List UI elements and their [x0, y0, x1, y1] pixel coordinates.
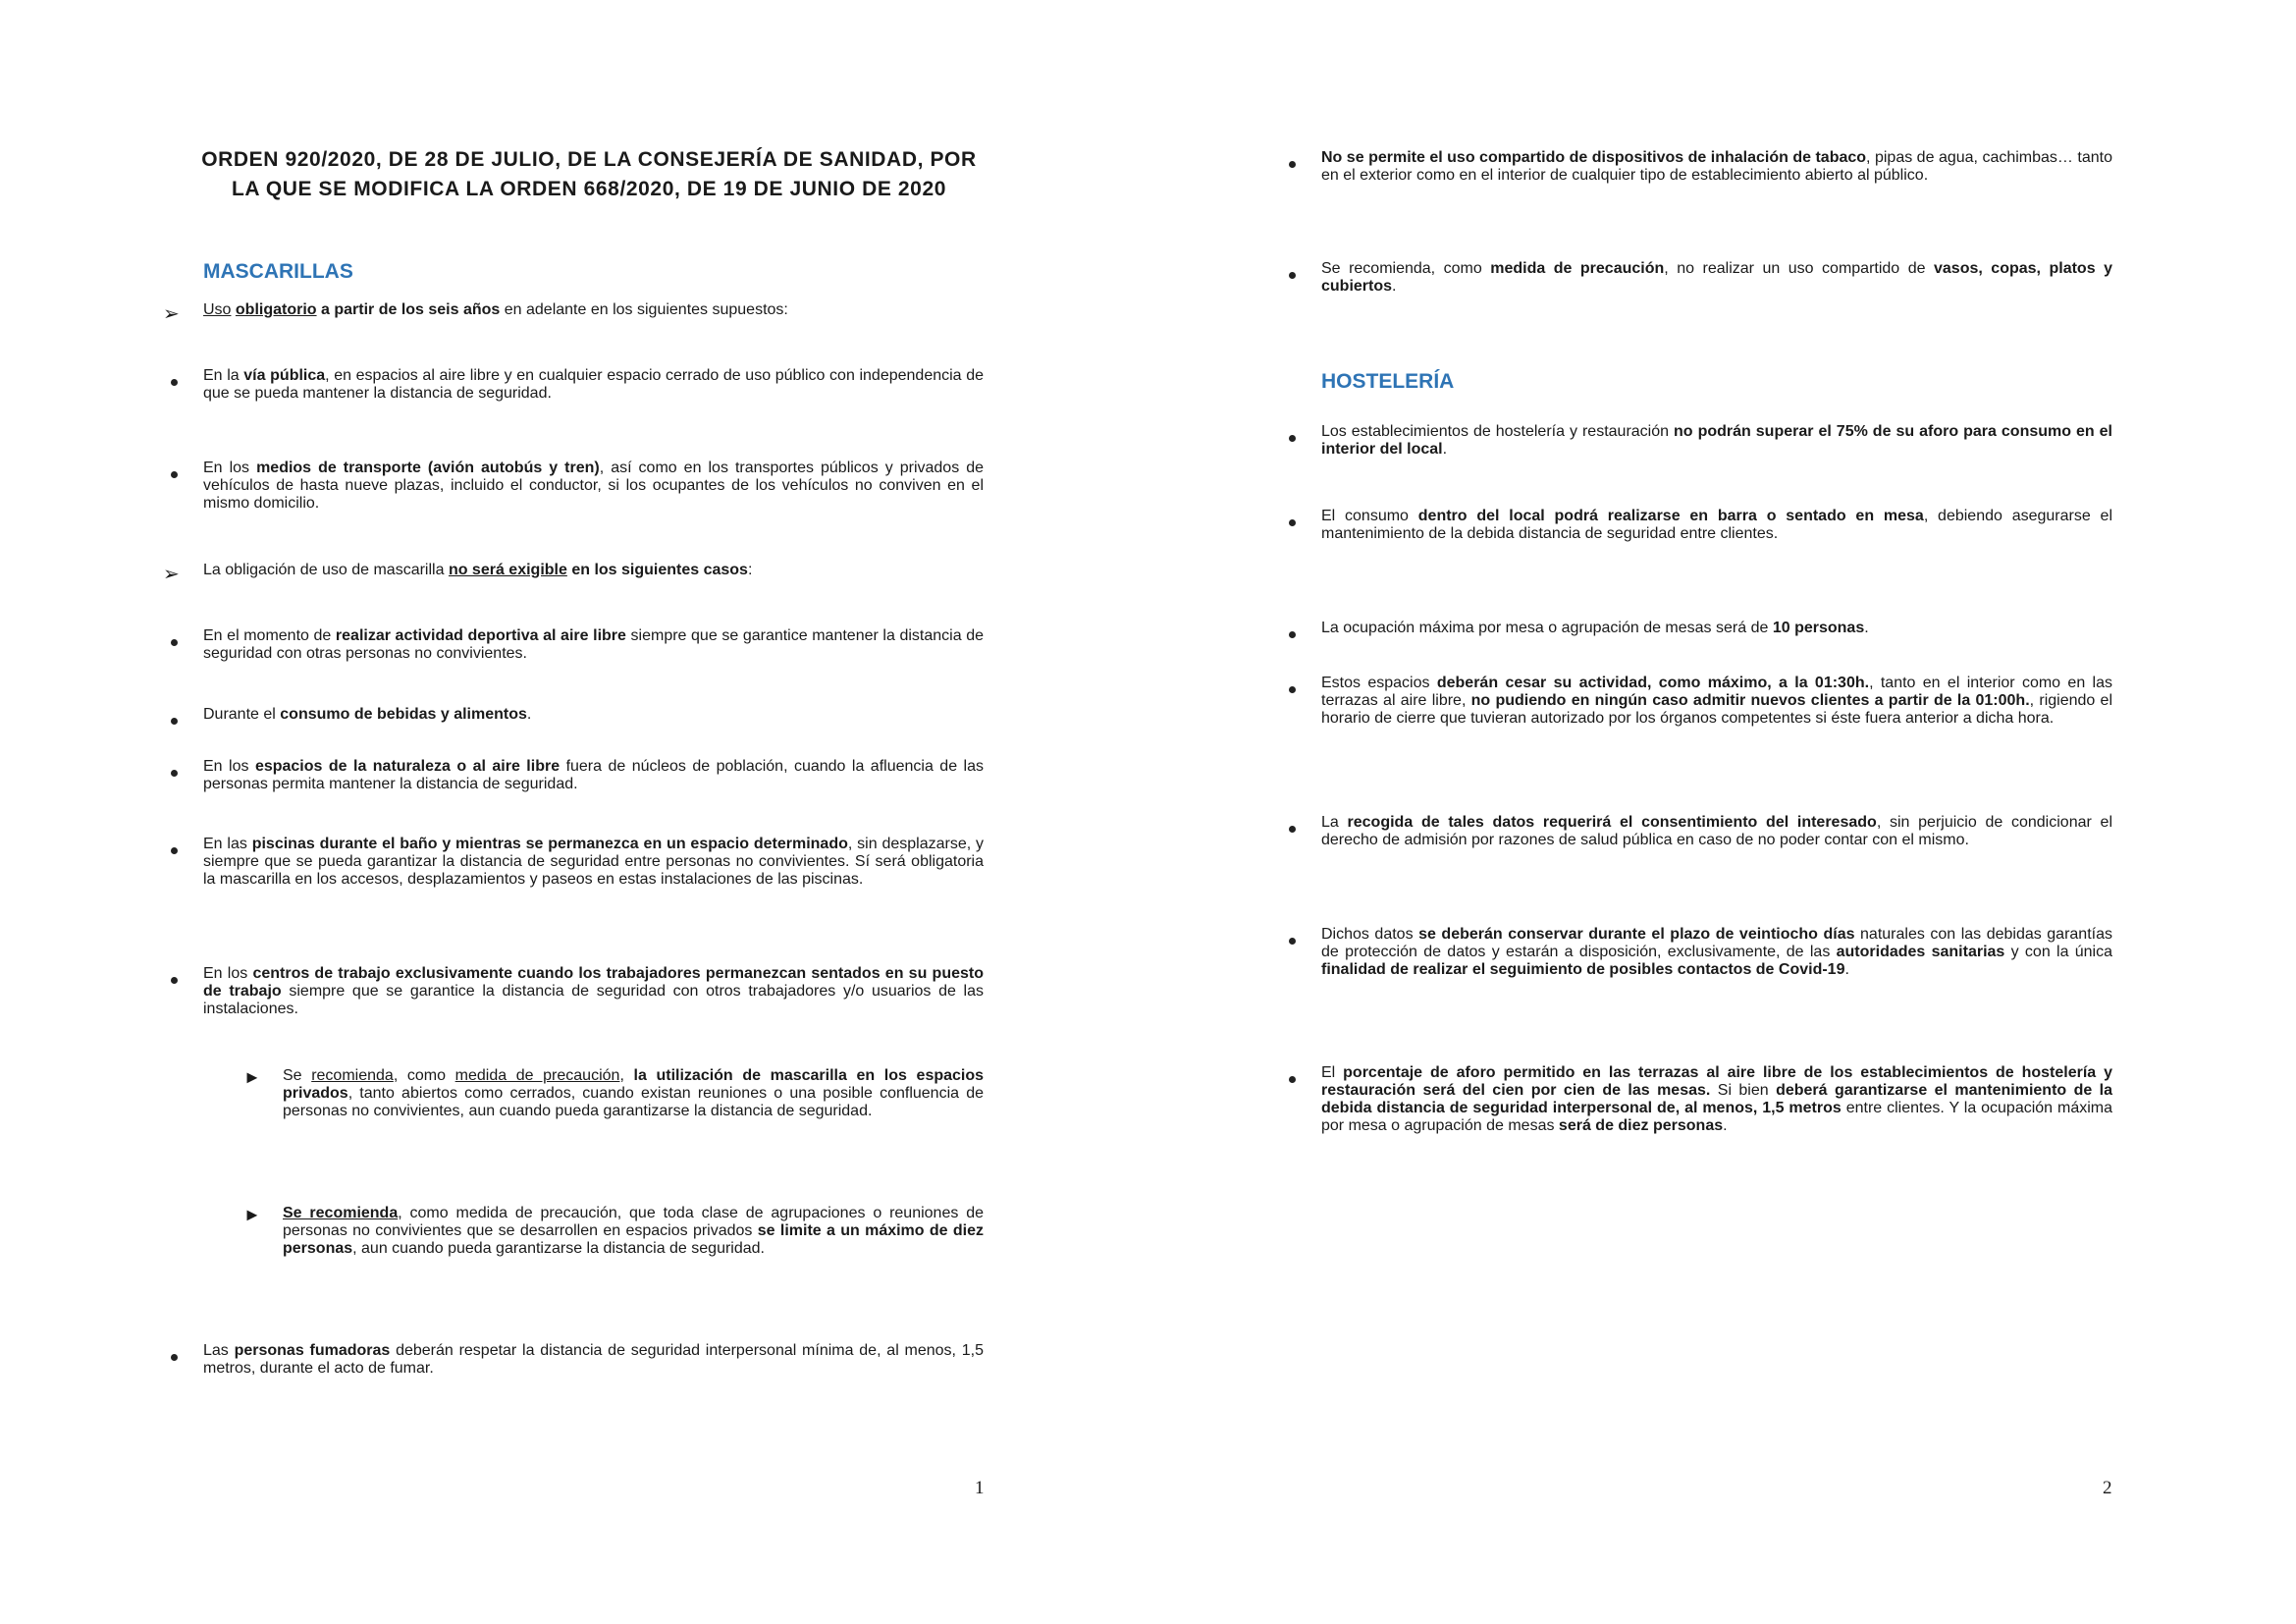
arrow-item-uso-obligatorio [163, 301, 997, 325]
sub-item-espacios-privados [243, 1067, 984, 1120]
list-item-text: La recogida de tales datos requerirá el consentimiento del interesado, sin perjuicio de condicionar el derecho de admisión por razones de salud pública en caso de no poder contar con el mismo. [1321, 814, 2112, 848]
title-line-2: LA QUE SE MODIFICA LA ORDEN 668/2020, DE 19 DE JUNIO DE 2020 [231, 178, 947, 200]
list-item-personas-fumadoras [163, 1342, 984, 1378]
list-item-piscinas [163, 836, 984, 889]
list-item-conservacion-datos [1281, 926, 2112, 979]
triangle-bullet-icon: ► [243, 1067, 261, 1087]
list-item-text: El porcentaje de aforo permitido en las terrazas al aire libre de los establecimientos de hostelería y restauración será del cien por cien de las mesas. Si bien deberá garantizarse el mantenimiento de la debida distancia de seguridad interpersonal de, al menos, 1,5 metros entre clientes. Y la ocupación máxima por mesa o agrupación de mesas será de diez personas. [1321, 1064, 2113, 1134]
list-item-text: No se permite el uso compartido de dispositivos de inhalación de tabaco, pipas de agua, cachimbas… tanto en el exterior como en el interior de cualquier tipo de establecimiento abierto al público. [1321, 149, 2112, 184]
sub-item-text: Se recomienda, como medida de precaución, la utilización de mascarilla en los espacios privados, tanto abiertos como cerrados, cuando existan reuniones o una posible confluencia de personas no convivientes, aun cuando pueda garantizarse la distancia de seguridad. [283, 1067, 985, 1119]
list-item-aforo-interior [1281, 423, 2112, 459]
arrow-item-text: La obligación de uso de mascarilla no será exigible en los siguientes casos: [203, 562, 753, 578]
document-title [187, 145, 991, 204]
list-item-terrazas-aforo [1281, 1064, 2112, 1135]
list-item-text: Durante el consumo de bebidas y alimentos. [203, 706, 532, 723]
sub-item-agrupaciones [243, 1205, 984, 1258]
list-item-recogida-datos [1281, 814, 2112, 849]
list-item-text: Estos espacios deberán cesar su actividad, como máximo, a la 01:30h., tanto en el interior como en las terrazas al aire libre, no pudiendo en ningún caso admitir nuevos clientes a partir de la 01:00h., rigiendo el horario de cierre que tuvieran autorizado por los órganos competentes si éste fuera anterior a dicha hora. [1321, 675, 2113, 727]
list-item-centros-trabajo [163, 965, 984, 1018]
list-item-medios-transporte [163, 460, 984, 513]
triangle-bullet-icon: ► [243, 1205, 261, 1224]
sub-item-text: Se recomienda, como medida de precaución, que toda clase de agrupaciones o reuniones de personas no convivientes que se desarrollen en espacios privados se limite a un máximo de diez personas, aun cuando pueda garantizarse la distancia de seguridad. [283, 1205, 984, 1257]
list-item-text: Las personas fumadoras deberán respetar la distancia de seguridad interpersonal mínima de, al menos, 1,5 metros, durante el acto de fumar. [203, 1342, 985, 1377]
arrow-item-no-exigible [163, 562, 997, 585]
list-item-text: Dichos datos se deberán conservar durante el plazo de veintiocho días naturales con las debidas garantías de protección de datos y estarán a disposición, exclusivamente, de las autoridades sanitarias y con la única finalidad de realizar el seguimiento de posibles contactos de Covid-19. [1321, 926, 2113, 978]
arrow-bullet-icon: ➢ [163, 303, 180, 325]
list-item-text: La ocupación máxima por mesa o agrupación de mesas será de 10 personas. [1321, 620, 1869, 636]
title-line-1: ORDEN 920/2020, DE 28 DE JULIO, DE LA CONSEJERÍA DE SANIDAD, POR [201, 148, 977, 171]
arrow-bullet-icon: ➢ [163, 564, 180, 585]
list-item-text: En las piscinas durante el baño y mientras se permanezca en un espacio determinado, sin desplazarse, y siempre que se pueda garantizar la distancia de seguridad entre personas no convivientes. Sí será obligatoria la mascarilla en los accesos, desplazamientos y paseos en estas instalaciones de las piscinas. [203, 836, 984, 888]
list-item-ocupacion-maxima [1281, 620, 2112, 637]
list-item-text: Se recomienda, como medida de precaución, no realizar un uso compartido de vasos, copas, platos y cubiertos. [1321, 260, 2112, 295]
section-heading-hosteleria: HOSTELERÍA [1321, 370, 1455, 393]
list-item-text: En los centros de trabajo exclusivamente cuando los trabajadores permanezcan sentados en su puesto de trabajo siempre que se garantice la distancia de seguridad con otros trabajadores y/o usuarios de las instalaciones. [203, 965, 985, 1017]
list-item-actividad-deportiva [163, 627, 984, 663]
list-item-text: En los espacios de la naturaleza o al aire libre fuera de núcleos de población, cuando la afluencia de las personas permita mantener la distancia de seguridad. [203, 758, 985, 792]
section-heading-mascarillas: MASCARILLAS [203, 260, 353, 283]
list-item-text: En el momento de realizar actividad deportiva al aire libre siempre que se garantice mantener la distancia de seguridad con otras personas no convivientes. [203, 627, 985, 662]
page-number: 1 [975, 1478, 985, 1498]
list-item-text: El consumo dentro del local podrá realizarse en barra o sentado en mesa, debiendo asegurarse el mantenimiento de la debida distancia de seguridad entre clientes. [1321, 508, 2113, 542]
list-item-text: Los establecimientos de hostelería y restauración no podrán superar el 75% de su aforo para consumo en el interior del local. [1321, 423, 2113, 458]
list-item-text: En la vía pública, en espacios al aire libre y en cualquier espacio cerrado de uso público con independencia de que se pueda mantener la distancia de seguridad. [203, 367, 984, 402]
list-item-horario-cierre [1281, 675, 2112, 728]
list-item-via-publica [163, 367, 984, 403]
list-item-espacios-naturaleza [163, 758, 984, 793]
list-item-consumo-local [1281, 508, 2112, 543]
list-item-text: En los medios de transporte (avión autobús y tren), así como en los transportes públicos y privados de vehículos de hasta nueve plazas, incluido el conductor, si los ocupantes de los vehículos no conviven en el mismo domicilio. [203, 460, 985, 512]
page-number: 2 [2103, 1478, 2112, 1498]
list-item-uso-compartido [1281, 260, 2112, 296]
list-item-dispositivos-tabaco [1281, 149, 2112, 185]
page-2 [1148, 0, 2296, 1624]
list-item-consumo-bebidas [163, 706, 984, 724]
arrow-item-text: Uso obligatorio a partir de los seis años en adelante en los siguientes supuestos: [203, 301, 788, 318]
